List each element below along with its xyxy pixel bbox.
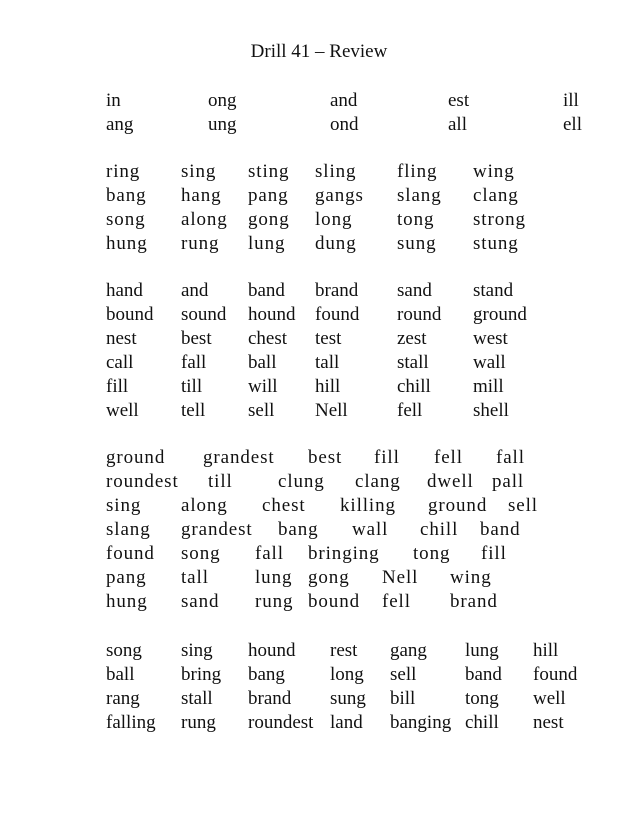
word: stall <box>181 688 213 709</box>
word: stand <box>473 280 514 301</box>
word: slang <box>106 519 151 540</box>
word: brand <box>248 688 292 709</box>
word: rung <box>255 591 294 612</box>
word: rang <box>106 688 140 709</box>
word: band <box>248 280 285 301</box>
word: fall <box>255 543 284 564</box>
word: fall <box>496 447 525 468</box>
word: till <box>181 376 203 397</box>
word: rung <box>181 712 216 733</box>
word: sung <box>397 233 437 254</box>
word: rung <box>181 233 220 254</box>
word: stung <box>473 233 519 254</box>
word: bill <box>390 688 416 709</box>
word-row <box>0 639 638 663</box>
word: round <box>397 304 442 325</box>
word-row <box>0 518 638 542</box>
word: fill <box>106 376 129 397</box>
word: chill <box>465 712 499 733</box>
word: tong <box>465 688 499 709</box>
word: sound <box>181 304 227 325</box>
word: mill <box>473 376 504 397</box>
word: lung <box>255 567 293 588</box>
word: strong <box>473 209 526 230</box>
word: hang <box>181 185 222 206</box>
word: chill <box>397 376 431 397</box>
word: will <box>248 376 278 397</box>
word: bringing <box>308 543 380 564</box>
word-row <box>0 711 638 735</box>
word: brand <box>450 591 498 612</box>
word: wing <box>450 567 492 588</box>
word-row <box>0 208 638 232</box>
word-row <box>0 566 638 590</box>
word: ground <box>473 304 527 325</box>
word: fill <box>481 543 507 564</box>
word: sing <box>106 495 142 516</box>
word: well <box>106 400 139 421</box>
word-list-section-ng <box>0 160 638 256</box>
word: dwell <box>427 471 474 492</box>
mixed-review-section <box>0 446 638 614</box>
word: killing <box>340 495 396 516</box>
word: fell <box>434 447 463 468</box>
word: falling <box>106 712 156 733</box>
word: fell <box>397 400 423 421</box>
word: fill <box>374 447 400 468</box>
word: in <box>106 90 121 111</box>
word-row <box>0 89 638 113</box>
word: brand <box>315 280 359 301</box>
word: hill <box>315 376 341 397</box>
word: sing <box>181 161 217 182</box>
word: bring <box>181 664 222 685</box>
word: lung <box>248 233 286 254</box>
word: grandest <box>203 447 275 468</box>
word: stall <box>397 352 429 373</box>
word-row <box>0 663 638 687</box>
word: fling <box>397 161 438 182</box>
word-row <box>0 113 638 137</box>
word: gang <box>390 640 427 661</box>
word: sing <box>181 640 213 661</box>
word: best <box>181 328 212 349</box>
word: gong <box>308 567 350 588</box>
word-row <box>0 494 638 518</box>
word-row <box>0 351 638 375</box>
word: ell <box>563 114 582 135</box>
word: ring <box>106 161 141 182</box>
word: clang <box>473 185 519 206</box>
final-review-section <box>0 639 638 735</box>
word: hand <box>106 280 143 301</box>
word: hound <box>248 304 296 325</box>
word: gong <box>248 209 290 230</box>
word: chill <box>420 519 459 540</box>
word: fall <box>181 352 207 373</box>
word: chest <box>248 328 288 349</box>
word: sung <box>330 688 366 709</box>
word: well <box>533 688 566 709</box>
word: nest <box>106 328 137 349</box>
word: zest <box>397 328 427 349</box>
word-row <box>0 375 638 399</box>
word: call <box>106 352 134 373</box>
word: long <box>330 664 364 685</box>
word: test <box>315 328 342 349</box>
word: Nell <box>382 567 419 588</box>
word: bound <box>308 591 360 612</box>
word: found <box>533 664 578 685</box>
word: ung <box>208 114 237 135</box>
word: sell <box>390 664 417 685</box>
word-row <box>0 470 638 494</box>
word: est <box>448 90 470 111</box>
word: banging <box>390 712 452 733</box>
word: Nell <box>315 400 348 421</box>
word: dung <box>315 233 357 254</box>
word: bound <box>106 304 154 325</box>
word-list-section-blends <box>0 279 638 423</box>
word: ball <box>106 664 135 685</box>
word: bang <box>278 519 319 540</box>
word-row <box>0 590 638 614</box>
word: till <box>208 471 233 492</box>
word: pall <box>492 471 525 492</box>
word: slang <box>397 185 442 206</box>
word: band <box>480 519 521 540</box>
word: band <box>465 664 502 685</box>
word: lung <box>465 640 499 661</box>
word: song <box>181 543 221 564</box>
endings-section <box>0 89 638 137</box>
word: found <box>106 543 155 564</box>
word: sling <box>315 161 357 182</box>
word: sand <box>181 591 220 612</box>
word: ball <box>248 352 277 373</box>
word: ang <box>106 114 134 135</box>
word: along <box>181 209 228 230</box>
word: nest <box>533 712 564 733</box>
word: roundest <box>106 471 179 492</box>
word: all <box>448 114 467 135</box>
word: wall <box>473 352 506 373</box>
word: grandest <box>181 519 253 540</box>
word: rest <box>330 640 358 661</box>
word: sting <box>248 161 290 182</box>
word: best <box>308 447 343 468</box>
word: west <box>473 328 508 349</box>
word-row <box>0 303 638 327</box>
word-row <box>0 542 638 566</box>
word-row <box>0 687 638 711</box>
word: gangs <box>315 185 364 206</box>
word-row <box>0 160 638 184</box>
word-row <box>0 399 638 423</box>
word: bang <box>106 185 147 206</box>
word: pang <box>248 185 289 206</box>
word: hound <box>248 640 296 661</box>
word: pang <box>106 567 147 588</box>
word: ond <box>330 114 359 135</box>
word: ground <box>428 495 488 516</box>
word: song <box>106 640 142 661</box>
word: roundest <box>248 712 314 733</box>
word: hung <box>106 233 148 254</box>
word: bang <box>248 664 285 685</box>
word: tell <box>181 400 206 421</box>
word: tong <box>413 543 451 564</box>
word: and <box>181 280 209 301</box>
word: ong <box>208 90 237 111</box>
word: along <box>181 495 228 516</box>
word-row <box>0 327 638 351</box>
word: tong <box>397 209 435 230</box>
word: and <box>330 90 358 111</box>
word-row <box>0 184 638 208</box>
word: clang <box>355 471 401 492</box>
word: shell <box>473 400 509 421</box>
word: land <box>330 712 363 733</box>
word: wing <box>473 161 515 182</box>
word: ill <box>563 90 579 111</box>
word-row <box>0 446 638 470</box>
word: hung <box>106 591 148 612</box>
word: clung <box>278 471 325 492</box>
word-row <box>0 279 638 303</box>
word: hill <box>533 640 559 661</box>
word-row <box>0 232 638 256</box>
word: tall <box>315 352 340 373</box>
word: found <box>315 304 360 325</box>
word: wall <box>352 519 389 540</box>
word: fell <box>382 591 411 612</box>
word: chest <box>262 495 306 516</box>
word: song <box>106 209 146 230</box>
word: ground <box>106 447 166 468</box>
word: sand <box>397 280 432 301</box>
page-title: Drill 41 – Review <box>250 41 388 62</box>
word: long <box>315 209 353 230</box>
word: tall <box>181 567 209 588</box>
word: sell <box>248 400 275 421</box>
word: sell <box>508 495 538 516</box>
